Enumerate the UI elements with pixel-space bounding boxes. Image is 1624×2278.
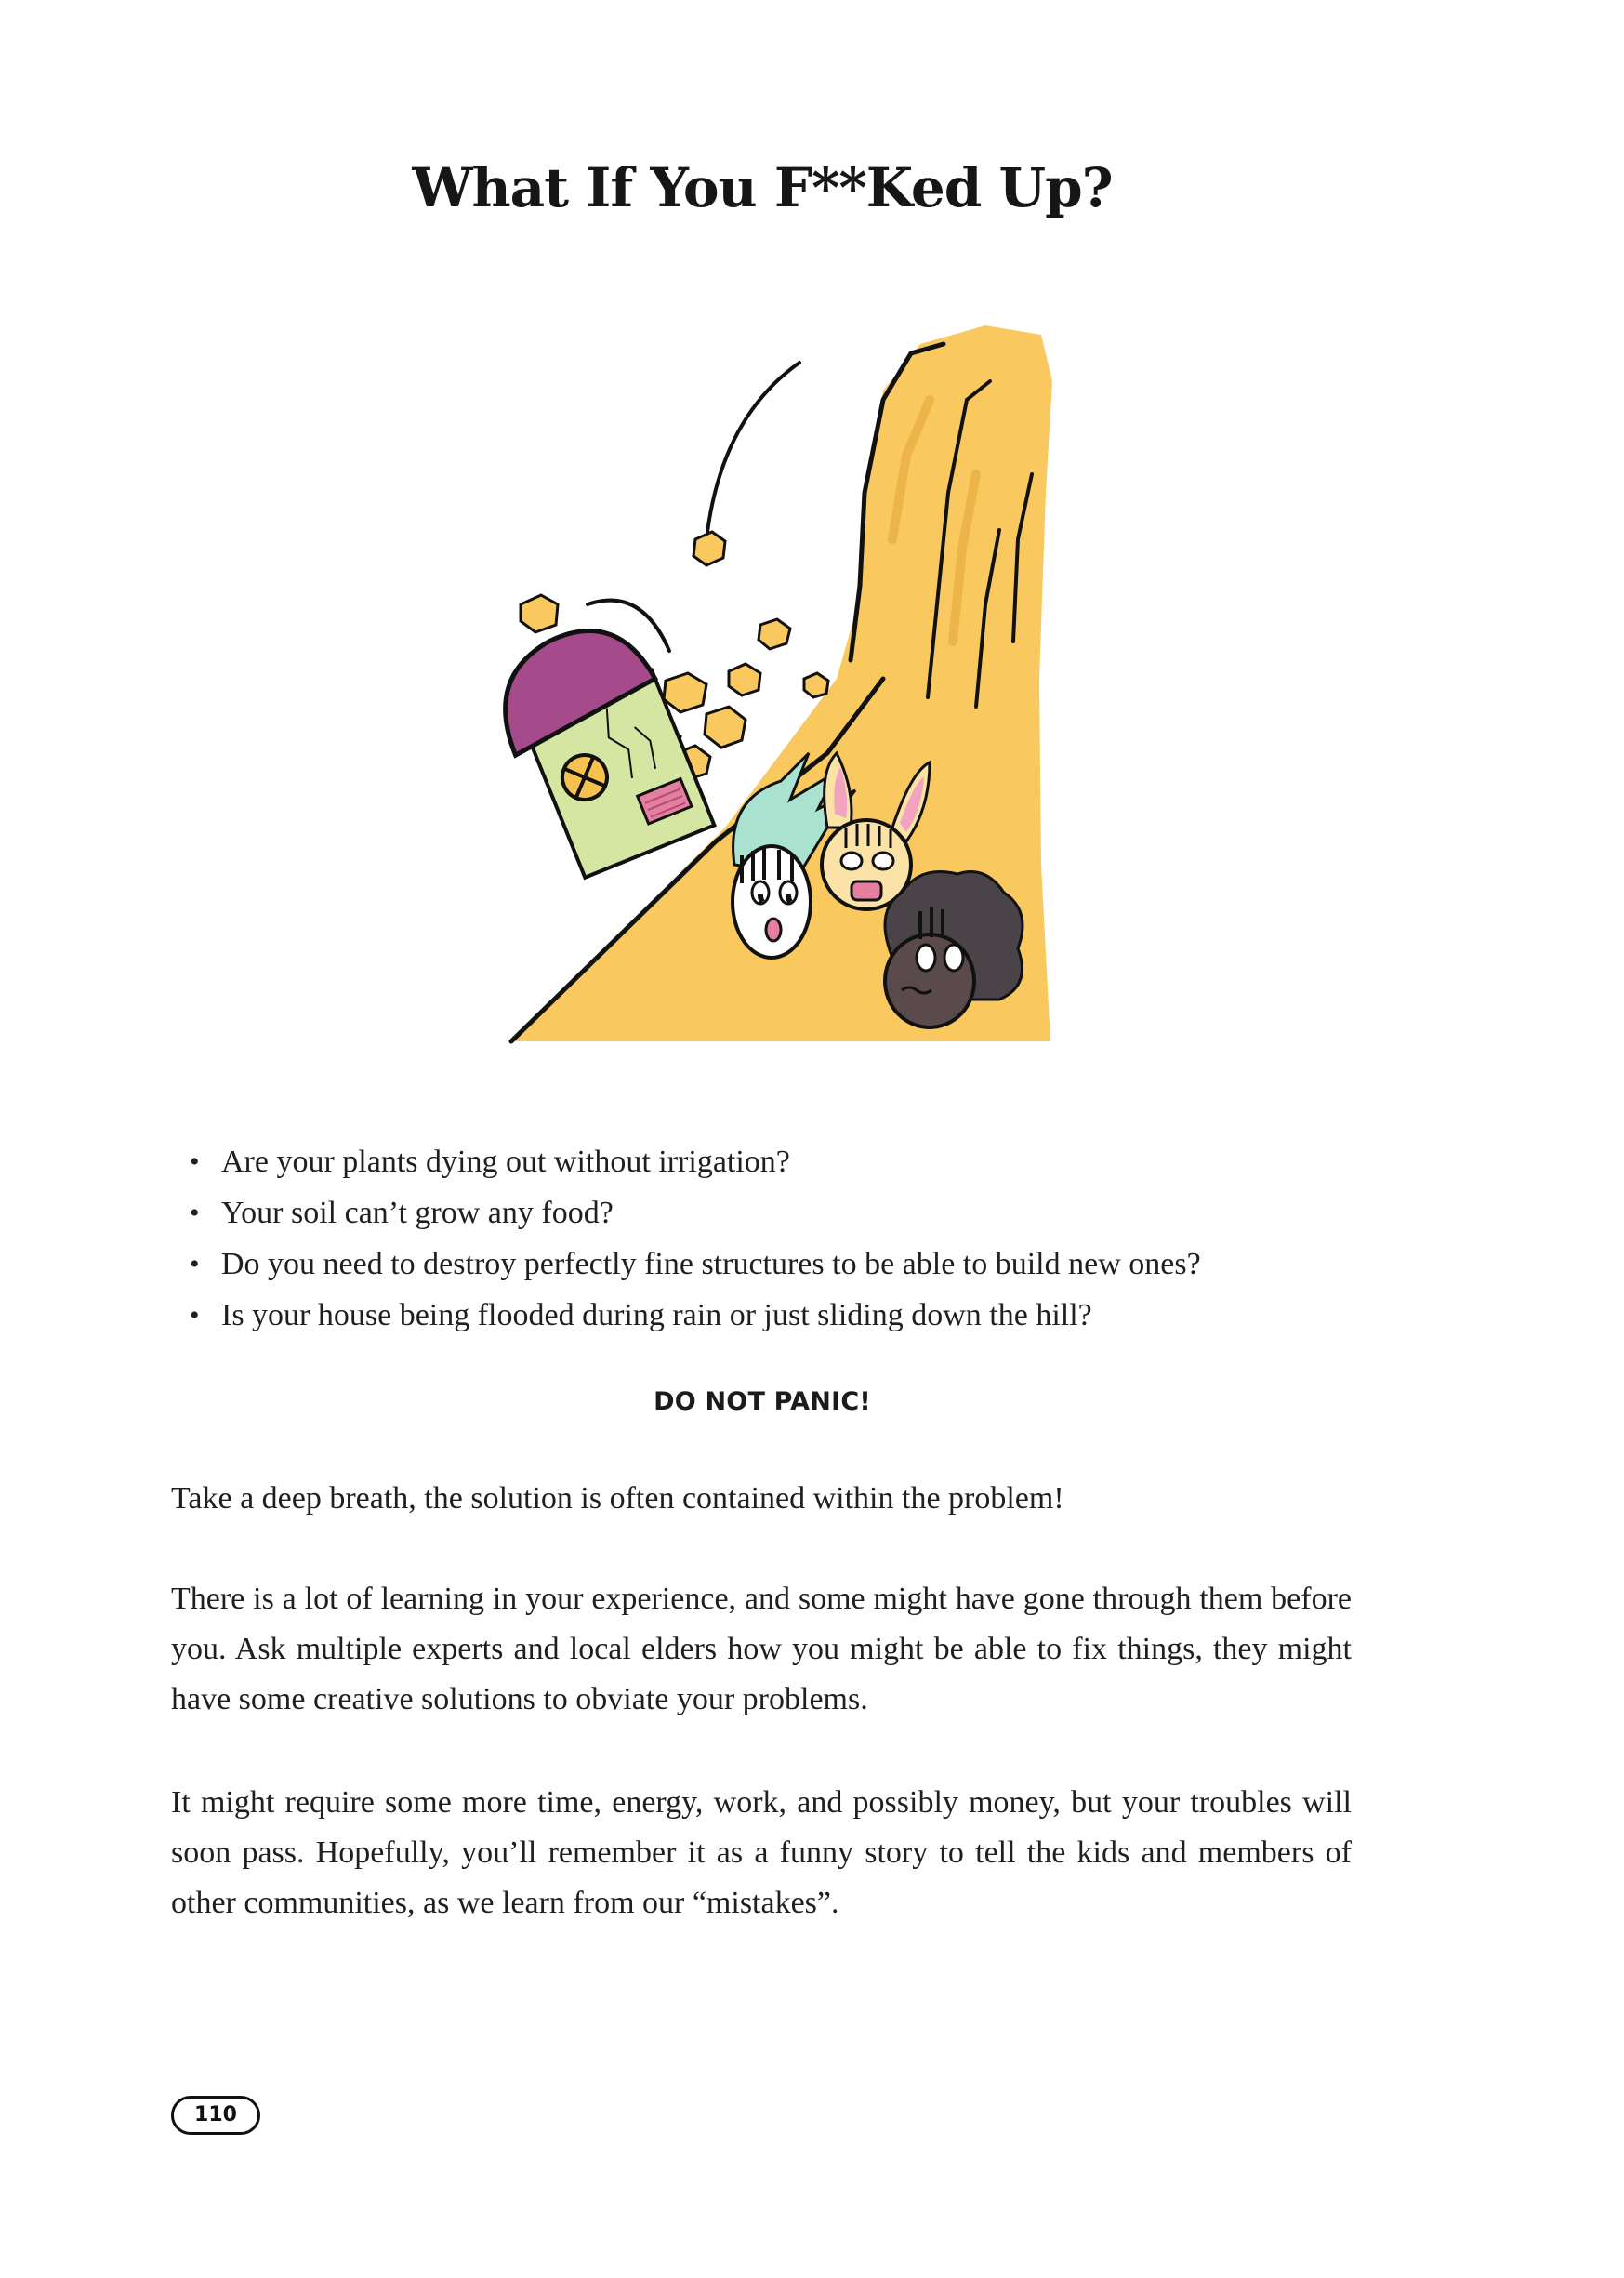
motion-arc-top (706, 363, 799, 539)
tilted-house (483, 609, 714, 884)
list-item: • Is your house being flooded during rain or just sliding down the hill? (186, 1290, 1394, 1341)
page-number: 110 (171, 2096, 260, 2135)
list-item: • Are your plants dying out without irrigation? (186, 1136, 1394, 1187)
paragraph-troubles: It might require some more time, energy, work, and possibly money, but your troubles will soon pass. Hopefully, you’ll remember it as a funny story to tell the kids and members of other communities, as we learn from our “mistakes”. (171, 1785, 1352, 1920)
bullet-icon: • (190, 1198, 200, 1228)
paragraph-intro: Take a deep breath, the solution is often contained within the problem! (171, 1481, 1064, 1516)
landslide-illustration (483, 307, 1060, 1069)
callout-heading: DO NOT PANIC! (654, 1387, 871, 1416)
falling-rock (729, 664, 760, 695)
bullet-icon: • (190, 1249, 200, 1279)
falling-rock (759, 619, 790, 649)
falling-rock (705, 707, 746, 748)
falling-rock (521, 595, 558, 632)
falling-rock (804, 673, 828, 697)
falling-rock (664, 673, 706, 712)
bullet-icon: • (190, 1146, 200, 1177)
falling-rock (693, 532, 725, 565)
list-item: • Do you need to destroy perfectly fine structures to be able to build new ones? (186, 1238, 1394, 1290)
problem-list (186, 1136, 1394, 1341)
list-item: • Your soil can’t grow any food? (186, 1187, 1394, 1238)
paragraph-learning: There is a lot of learning in your experience, and some might have gone through them before you. Ask multiple experts and local elders how you might be able to fix things, they might have some creative solutions to obviate your problems. (171, 1582, 1352, 1716)
bullet-icon: • (190, 1300, 200, 1331)
page-title: What If You F**Ked Up? (412, 156, 1113, 219)
